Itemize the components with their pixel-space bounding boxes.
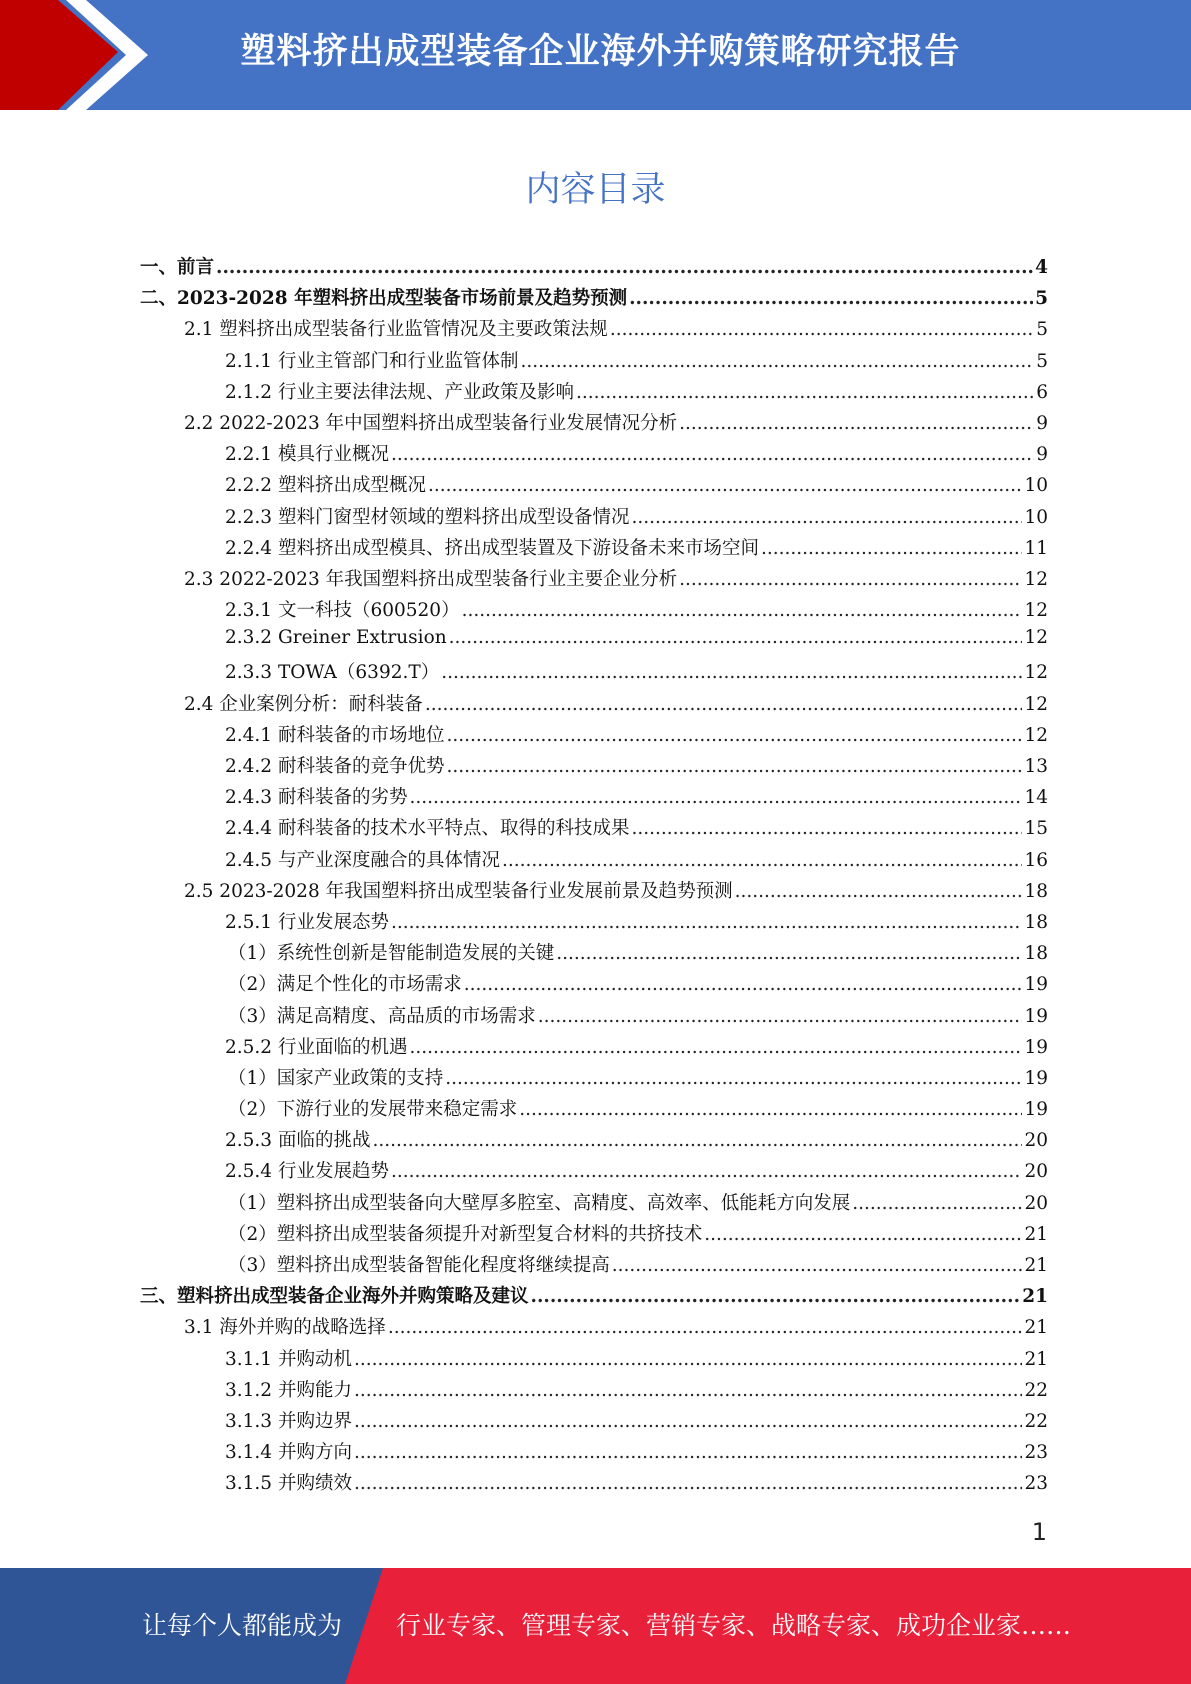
toc-entry-label: 2.5.2 行业面临的机遇 [225,1036,408,1058]
toc-entry[interactable] [140,690,1048,721]
toc-entry-page: 12 [1024,627,1048,649]
toc-entry-page: 6 [1036,381,1048,403]
toc-entry-page: 5 [1036,350,1048,372]
toc-entry-page: 12 [1024,693,1048,715]
toc-entry-label: （3）塑料挤出成型装备智能化程度将继续提高 [228,1255,610,1276]
toc-entry-label: （1）塑料挤出成型装备向大壁厚多腔室、高精度、高效率、低能耗方向发展 [228,1192,851,1214]
toc-entry[interactable] [140,1282,1048,1313]
toc-entry[interactable] [140,1033,1048,1064]
toc-entry-label: 一、前言 [140,257,215,278]
toc-entry-page: 19 [1024,1067,1048,1089]
toc-dot-leader [462,600,1023,621]
toc-dot-leader [519,1099,1022,1120]
toc-entry[interactable] [140,814,1048,845]
toc-entry[interactable] [140,409,1048,440]
toc-entry[interactable] [140,877,1048,908]
toc-entry[interactable] [140,1189,1048,1220]
toc-entry[interactable] [140,503,1048,534]
toc-entry[interactable] [140,627,1048,658]
toc-entry-page: 19 [1024,1036,1048,1058]
toc-entry-label: 2.2.4 塑料挤出成型模具、挤出成型装置及下游设备未来市场空间 [225,537,759,559]
toc-entry-label: 2.2.2 塑料挤出成型概况 [225,475,426,497]
toc-dot-leader [354,1473,1023,1494]
toc-entry[interactable] [140,1469,1048,1500]
toc-entry-label: 3.1.4 并购方向 [225,1442,352,1464]
toc-entry-page: 12 [1024,662,1048,684]
toc-entry[interactable] [140,347,1048,378]
toc-dot-leader [449,627,1023,648]
toc-entry-page: 11 [1024,537,1048,559]
toc-entry-label: 2.4.3 耐科装备的劣势 [225,787,408,809]
toc-dot-leader [679,413,1034,434]
toc-entry-page: 15 [1024,818,1048,840]
toc-dot-leader [372,1130,1022,1151]
toc-entry[interactable] [140,440,1048,471]
toc-entry-page: 12 [1024,600,1048,622]
toc-entry-label: 三、塑料挤出成型装备企业海外并购策略及建议 [140,1286,529,1308]
toc-entry[interactable] [140,970,1048,1001]
toc-entry-page: 16 [1024,849,1048,871]
toc-entry-label: 2.3.1 文一科技（600520） [225,600,460,622]
toc-entry[interactable] [140,1251,1048,1282]
toc-dot-leader [446,756,1022,777]
toc-entry[interactable] [140,253,1048,284]
toc-entry-label: （2）塑料挤出成型装备须提升对新型复合材料的共挤技术 [228,1223,703,1245]
toc-entry[interactable] [140,1095,1048,1126]
toc-entry[interactable] [140,1376,1048,1407]
toc-dot-leader [629,288,1033,309]
toc-dot-leader [735,881,1023,902]
toc-dot-leader [464,974,1023,995]
toc-entry-label: （2）满足个性化的市场需求 [228,974,462,996]
toc-entry-page: 9 [1036,412,1048,434]
toc-entry-page: 20 [1024,1161,1048,1183]
toc-dot-leader [704,1224,1022,1245]
toc-dot-leader [761,538,1022,559]
toc-entry[interactable] [140,1064,1048,1095]
toc-entry-page: 5 [1036,319,1048,341]
toc-dot-leader [425,694,1023,715]
toc-dot-leader [391,444,1034,465]
toc-entry[interactable] [140,752,1048,783]
toc-entry-label: 3.1.3 并购边界 [225,1410,352,1432]
toc-entry[interactable] [140,534,1048,565]
toc-entry[interactable] [140,1220,1048,1251]
toc-entry-page: 19 [1024,1099,1048,1121]
toc-entry[interactable] [140,378,1048,409]
toc-entry[interactable] [140,471,1048,502]
toc-entry-label: 2.4.5 与产业深度融合的具体情况 [225,849,500,871]
toc-entry-page: 14 [1024,787,1048,809]
footer-slogan-right: 行业专家、管理专家、营销专家、战略专家、成功企业家…… [396,1611,1072,1640]
toc-entry-page: 23 [1024,1442,1048,1464]
toc-entry[interactable] [140,783,1048,814]
toc-entry[interactable] [140,939,1048,970]
toc-entry[interactable] [140,315,1048,346]
toc-dot-leader [852,1193,1022,1214]
toc-entry-page: 21 [1022,1286,1048,1308]
footer-slogan-left: 让每个人都能成为 [142,1611,343,1640]
toc-entry[interactable] [140,284,1048,315]
toc-entry-label: （2）下游行业的发展带来稳定需求 [228,1099,518,1121]
toc-entry[interactable] [140,721,1048,752]
toc-entry-label: 3.1.2 并购能力 [225,1379,352,1401]
toc-entry-label: 2.5.1 行业发展态势 [225,911,389,933]
toc-entry-label: 2.4.4 耐科装备的技术水平特点、取得的科技成果 [225,818,630,840]
toc-dot-leader [631,818,1022,839]
toc-entry-label: 2.4 企业案例分析：耐科装备 [184,693,423,715]
toc-dot-leader [531,1286,1021,1307]
toc-entry-label: （1）系统性创新是智能制造发展的关键 [228,943,555,965]
toc-dot-leader [612,1255,1023,1276]
toc-entry-page: 21 [1024,1255,1048,1276]
toc-entry-page: 21 [1024,1223,1048,1245]
toc-entry-label: 2.4.1 耐科装备的市场地位 [225,724,445,746]
toc-dot-leader [354,1442,1023,1463]
toc-entry-label: 3.1 海外并购的战略选择 [184,1317,386,1339]
toc-dot-leader [388,1317,1023,1338]
toc-entry-label: 2.1.2 行业主要法律法规、产业政策及影响 [225,381,574,403]
toc-entry-page: 22 [1024,1379,1048,1401]
toc-entry-label: 2.2.3 塑料门窗型材领域的塑料挤出成型设备情况 [225,506,630,528]
toc-dot-leader [354,1349,1023,1370]
toc-entry-page: 13 [1024,756,1048,777]
toc-dot-leader [391,1161,1022,1182]
toc-dot-leader [631,507,1022,528]
toc-entry-label: 2.2.1 模具行业概况 [225,444,389,466]
toc-entry-label: 2.4.2 耐科装备的竞争优势 [225,756,445,777]
toc-entry-page: 18 [1024,943,1048,965]
toc-entry-page: 19 [1024,974,1048,996]
toc-dot-leader [441,662,1022,683]
toc-entry-label: 2.5 2023-2028 年我国塑料挤出成型装备行业发展前景及趋势预测 [184,880,733,902]
toc-entry-label: （1）国家产业政策的支持 [228,1067,444,1089]
toc-entry[interactable] [140,1157,1048,1188]
toc-entry-page: 22 [1024,1410,1048,1432]
toc-entry-page: 9 [1036,444,1048,466]
toc-entry-page: 18 [1024,911,1048,933]
toc-entry[interactable] [140,1407,1048,1438]
toc-heading: 内容目录 [525,170,666,210]
toc-entry-page: 20 [1024,1130,1048,1152]
toc-entry-page: 19 [1024,1005,1048,1027]
toc-dot-leader [391,912,1022,933]
toc-dot-leader [610,319,1034,340]
toc-entry[interactable] [140,1002,1048,1033]
toc-entry-page: 4 [1035,257,1048,278]
toc-entry[interactable] [140,1438,1048,1469]
table-of-contents [140,253,1048,1501]
toc-entry[interactable] [140,1345,1048,1376]
toc-entry-page: 23 [1024,1473,1048,1495]
toc-entry-label: 2.2 2022-2023 年中国塑料挤出成型装备行业发展情况分析 [184,412,678,434]
toc-entry[interactable] [140,1126,1048,1157]
toc-entry[interactable] [140,1313,1048,1344]
toc-dot-leader [354,1380,1023,1401]
toc-entry-label: 3.1.1 并购动机 [225,1348,352,1370]
toc-entry-label: 2.3 2022-2023 年我国塑料挤出成型装备行业主要企业分析 [184,568,678,590]
toc-entry-page: 12 [1024,724,1048,746]
toc-dot-leader [409,1037,1022,1058]
toc-dot-leader [428,475,1022,496]
toc-entry[interactable] [140,565,1048,596]
toc-entry-page: 5 [1035,288,1048,310]
report-title: 塑料挤出成型装备企业海外并购策略研究报告 [240,32,961,72]
toc-dot-leader [445,1068,1022,1089]
toc-entry-label: 2.1 塑料挤出成型装备行业监管情况及主要政策法规 [184,319,608,341]
toc-dot-leader [520,351,1034,372]
toc-entry[interactable] [140,658,1048,689]
toc-dot-leader [679,569,1022,590]
toc-entry-label: 二、2023-2028 年塑料挤出成型装备市场前景及趋势预测 [140,288,628,310]
toc-entry-label: 3.1.5 并购绩效 [225,1473,352,1495]
toc-dot-leader [556,943,1022,964]
toc-entry-page: 10 [1024,475,1048,497]
toc-entry-label: 2.5.4 行业发展趋势 [225,1161,389,1183]
toc-entry-page: 12 [1024,568,1048,590]
toc-entry[interactable] [140,908,1048,939]
toc-dot-leader [354,1411,1023,1432]
toc-entry-label: （3）满足高精度、高品质的市场需求 [228,1005,536,1027]
toc-entry-page: 10 [1024,506,1048,528]
toc-entry-label: 2.1.1 行业主管部门和行业监管体制 [225,350,519,372]
toc-entry-label: 2.3.2 Greiner Extrusion [225,627,447,649]
toc-entry-page: 21 [1024,1317,1048,1339]
toc-entry-label: 2.3.3 TOWA（6392.T） [225,662,440,684]
toc-dot-leader [576,382,1034,403]
toc-entry[interactable] [140,596,1048,627]
toc-entry-page: 18 [1024,880,1048,902]
footer-banner [0,1568,1191,1684]
toc-dot-leader [409,787,1022,808]
toc-entry-page: 20 [1024,1192,1048,1214]
toc-dot-leader [216,257,1033,278]
toc-dot-leader [446,725,1022,746]
page-number: 1 [1031,1518,1047,1546]
toc-entry-label: 2.5.3 面临的挑战 [225,1130,371,1152]
header-banner [0,0,1191,110]
toc-entry-page: 21 [1024,1348,1048,1370]
toc-entry[interactable] [140,846,1048,877]
toc-dot-leader [502,850,1022,871]
toc-dot-leader [538,1006,1023,1027]
